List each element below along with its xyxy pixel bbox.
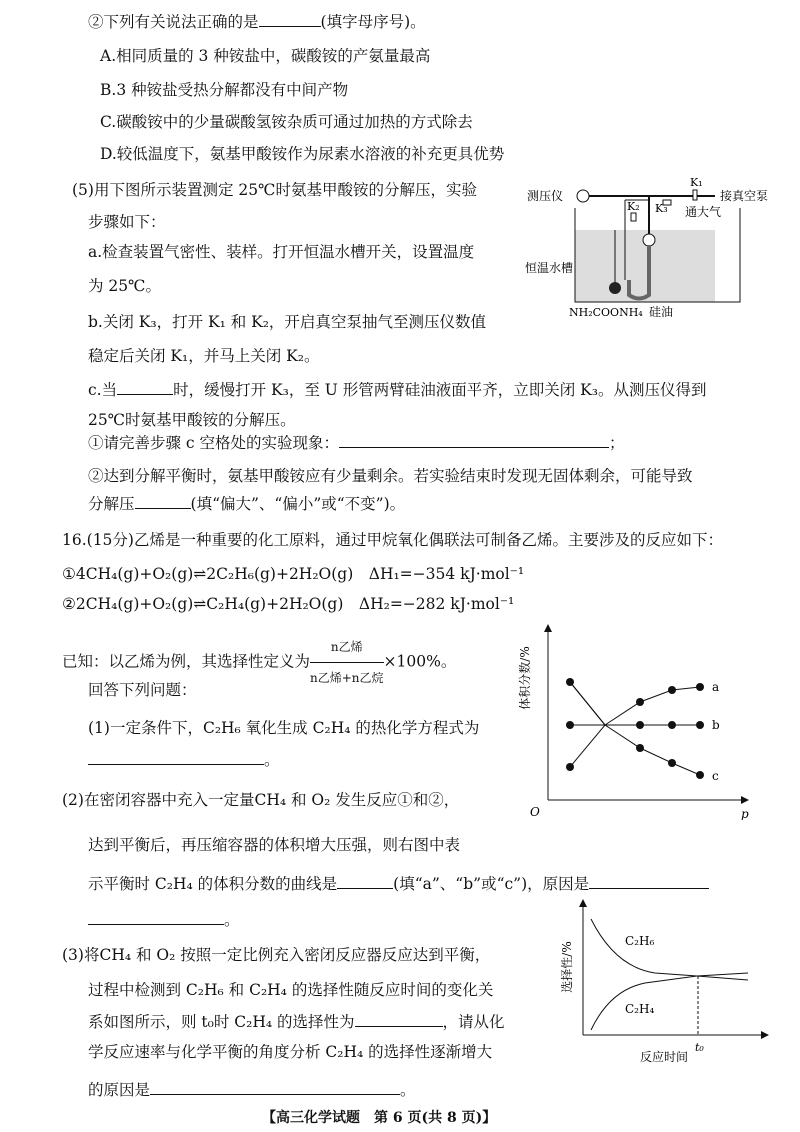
t0-label: t₀: [695, 1041, 704, 1054]
text: 。: [264, 751, 280, 769]
y-label: 选择性/%: [560, 941, 574, 993]
k2-label: K₂: [627, 200, 640, 213]
page-footer: 【高三化学试题 第 6 页(共 8 页)】: [262, 1110, 497, 1126]
c2h4-label: C₂H₄: [625, 1002, 655, 1016]
q15-5-line1: (5)用下图所示装置测定 25℃时氨基甲酸铵的分解压，实验: [72, 181, 477, 199]
answer-blank: [150, 1080, 400, 1095]
sub-2-1: ②达到分解平衡时，氨基甲酸铵应有少量剩余。若实验结束时发现无固体剩余，可能导致: [88, 467, 693, 485]
option-c: C.碳酸铵中的少量碳酸氢铵杂质可通过加热的方式除去: [100, 113, 473, 131]
numerator: n乙烯: [310, 632, 384, 663]
part3-line3: [88, 1012, 505, 1032]
c2h6-label: C₂H₆: [625, 934, 655, 948]
label-b: b: [712, 718, 720, 732]
step-b-2: 稳定后关闭 K₁，并马上关闭 K₂。: [88, 347, 320, 365]
step-a-1: a.检查装置气密性、装样。打开恒温水槽开关，设置温度: [88, 243, 475, 261]
data-points: [566, 678, 704, 779]
part2-line3: [88, 874, 709, 894]
q15-4-2-stem: [88, 12, 426, 32]
sample-label: NH₂COONH₄: [569, 306, 643, 319]
y-label: 体积分数/%: [518, 646, 532, 710]
answer-blank: [337, 874, 393, 889]
option-b: B.3 种铵盐受热分解都没有中间产物: [100, 81, 349, 99]
step-c-1: [88, 380, 706, 400]
part3-line2: 过程中检测到 C₂H₆ 和 C₂H₄ 的选择性随反应时间的变化关: [88, 981, 494, 999]
selectivity-chart: [555, 895, 775, 1070]
bath-label: 恒温水槽: [525, 261, 574, 275]
part2-line4: [88, 910, 240, 930]
text: ①请完善步骤 c 空格处的实验现象：: [88, 434, 340, 452]
part2-line2: 达到平衡后，再压缩容器的体积增大压强，则右图中表: [88, 836, 461, 854]
k1-valve: [693, 190, 697, 200]
text: (填“偏大”、“偏小”或“不变”)。: [190, 495, 406, 513]
text: c.当: [88, 381, 118, 399]
k3-label: K₃: [655, 202, 668, 215]
text: 。: [400, 1081, 416, 1099]
answer-blank: [135, 494, 191, 509]
step-c-2: 25℃时氨基甲酸铵的分解压。: [88, 411, 296, 429]
curve-c: [570, 725, 700, 775]
answer-blank: [355, 1012, 443, 1027]
text: 示平衡时 C₂H₄ 的体积分数的曲线是: [88, 875, 338, 893]
text: 时，缓慢打开 K₃，至 U 形管两臂硅油液面平齐，立即关闭 K₃。从测压仪得到: [173, 381, 707, 399]
reaction-2: ②2CH₄(g)+O₂(g)⇌C₂H₄(g)+2H₂O(g) ΔH₂=−282 kJ·mol⁻¹: [62, 595, 515, 613]
answer-blank: [88, 910, 224, 925]
label-c: c: [712, 769, 719, 783]
sub-1: [88, 433, 625, 453]
answer-blank: [88, 750, 264, 765]
reaction-1: ①4CH₄(g)+O₂(g)⇌2C₂H₆(g)+2H₂O(g) ΔH₁=−354 kJ·mol⁻¹: [62, 565, 525, 583]
answer-blank: [339, 433, 609, 448]
answer-intro: 回答下列问题：: [88, 681, 197, 699]
label-a: a: [712, 680, 720, 694]
part3-line4: 学反应速率与化学平衡的角度分析 C₂H₄ 的选择性逐渐增大: [88, 1043, 493, 1061]
step-b-1: b.关闭 K₃，打开 K₁ 和 K₂，开启真空泵抽气至测压仪数值: [88, 313, 486, 331]
part3-line1: (3)将CH₄ 和 O₂ 按照一定比例充入密闭反应器反应达到平衡，: [62, 946, 491, 964]
k1-label: K₁: [690, 176, 703, 189]
text: 。: [224, 911, 240, 929]
gauge-icon: [577, 190, 589, 202]
option-a: A.相同质量的 3 种铵盐中，碳酸铵的产氨量最高: [100, 47, 431, 65]
text: 系如图所示，则 t₀时 C₂H₄ 的选择性为: [88, 1013, 355, 1031]
part3-line5: [88, 1080, 416, 1100]
part2-line1: (2)在密闭容器中充入一定量CH₄ 和 O₂ 发生反应①和②，: [62, 791, 460, 809]
c2h6-curve: [591, 919, 748, 980]
fraction: [310, 632, 384, 693]
text: 的原因是: [88, 1081, 151, 1099]
x-label: 反应时间: [640, 1050, 689, 1064]
air-label: 通大气: [685, 205, 722, 219]
step-a-2: 为 25℃。: [88, 277, 161, 295]
pump-label: 接真空泵: [720, 189, 769, 203]
oil-label: 硅油: [649, 305, 674, 319]
x-label: p: [741, 807, 749, 820]
k2-valve: [631, 213, 636, 221]
text: 分解压: [88, 495, 135, 513]
text: ，请从化: [442, 1013, 505, 1031]
denominator: n乙烯+n乙烷: [310, 671, 384, 685]
text: ×100%。: [383, 652, 457, 671]
answer-blank: [589, 874, 709, 889]
text: 已知：以乙烯为例，其选择性定义为: [62, 652, 311, 671]
part1-line1: (1)一定条件下，C₂H₆ 氧化生成 C₂H₄ 的热化学方程式为: [88, 719, 480, 737]
q15-5-line2: 步骤如下：: [88, 213, 166, 231]
option-d: D.较低温度下，氨基甲酸铵作为尿素水溶液的补充更具优势: [100, 145, 505, 163]
origin-label: O: [530, 805, 540, 819]
apparatus-diagram: [525, 170, 800, 320]
gauge-label: 测压仪: [527, 189, 564, 203]
q16-intro: 16.(15分)乙烯是一种重要的化工原料，通过甲烷氧化偶联法可制备乙烯。主要涉及的反应如下：: [62, 531, 723, 549]
text: ②下列有关说法正确的是: [88, 13, 259, 31]
answer-blank: [259, 12, 321, 27]
sub-2-2: [88, 494, 405, 514]
text: ；: [609, 434, 625, 452]
text: (填字母序号)。: [320, 13, 426, 31]
c2h4-curve: [591, 973, 748, 1030]
part1-line2: [88, 750, 280, 770]
volume-fraction-chart: [515, 620, 775, 820]
answer-blank: [117, 380, 173, 395]
curve-c-start-a: [570, 682, 700, 725]
sample-flask: [609, 282, 621, 294]
text: (填“a”、“b”或“c”)，原因是: [393, 875, 590, 893]
